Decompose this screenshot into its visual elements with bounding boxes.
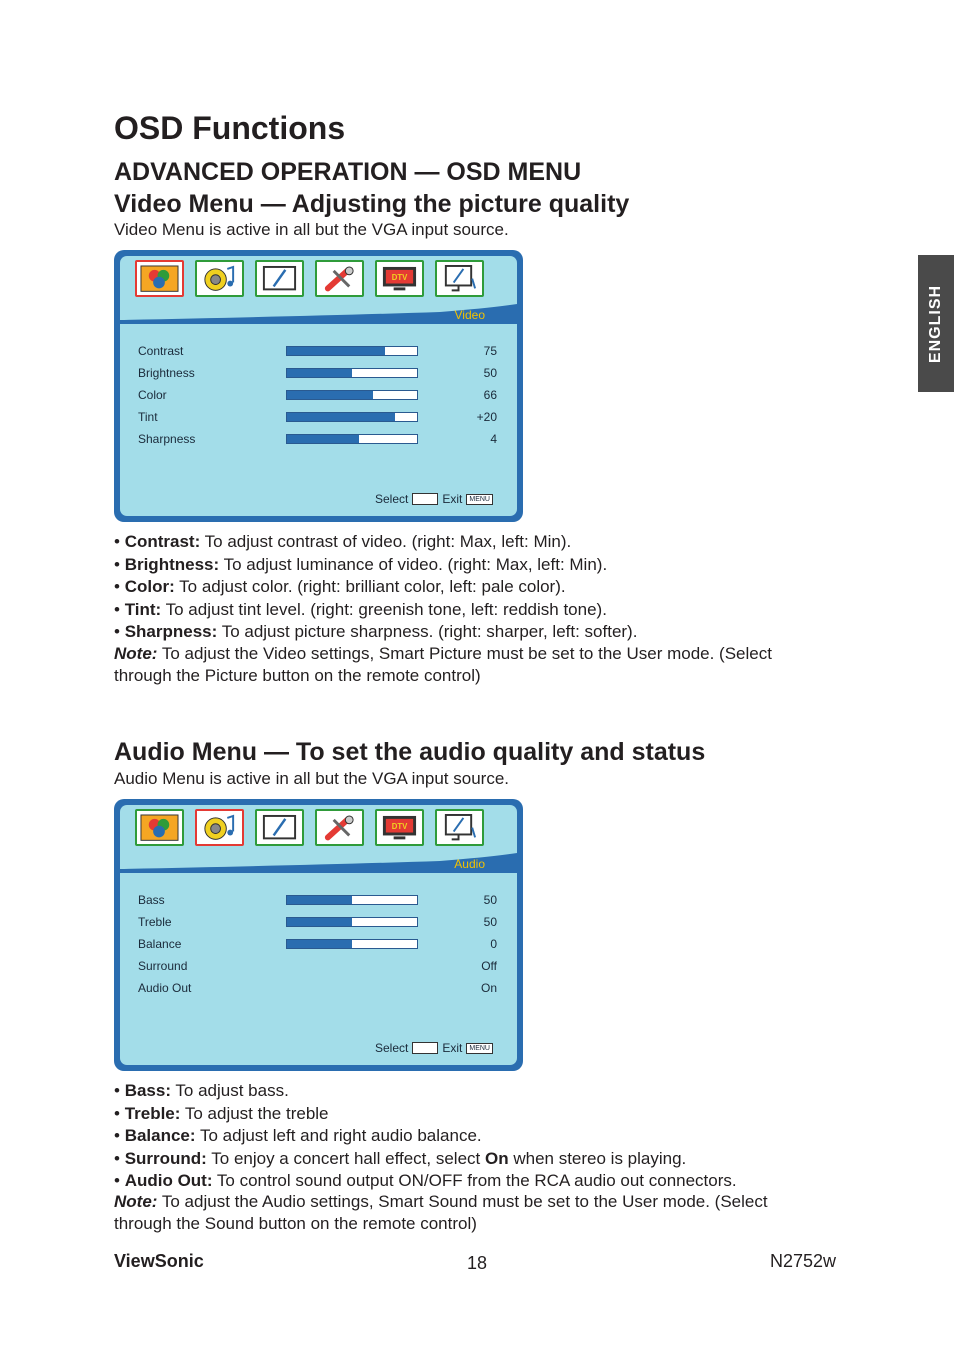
osd-icon-row [135, 809, 484, 846]
audio-osd-panel [114, 799, 523, 1071]
osd-rows [138, 893, 497, 1003]
setup-menu-tab[interactable] [255, 809, 304, 846]
osd-row[interactable] [138, 915, 497, 937]
setup-icon [260, 265, 299, 292]
bullet-term: Bass: [124, 1081, 171, 1100]
bullet-term: Color: [124, 577, 175, 596]
osd-row[interactable] [138, 893, 497, 915]
bullet-item [114, 1080, 737, 1103]
bullet-dot-icon: • [114, 532, 125, 551]
picture-icon [140, 814, 179, 841]
osd-row-label: Bass [138, 893, 165, 907]
osd-row-label: Brightness [138, 366, 195, 380]
footer-model: N2752w [770, 1251, 837, 1271]
osd-row-label: Contrast [138, 344, 184, 358]
osd-icon-row [135, 260, 484, 297]
osd-slider[interactable] [286, 390, 418, 400]
bullet-emphasis: On [485, 1148, 509, 1168]
osd-screen [120, 256, 517, 516]
picture-menu-tab[interactable] [135, 260, 184, 297]
setup-menu-tab[interactable] [255, 260, 304, 297]
video-osd-panel [114, 250, 523, 522]
osd-slider-fill [287, 435, 359, 443]
dtv-icon [380, 265, 419, 292]
osd-slider-fill [287, 391, 373, 399]
pc-menu-tab[interactable] [435, 260, 484, 297]
osd-row-label: Color [138, 388, 167, 402]
osd-row-label: Treble [138, 915, 172, 929]
audio-menu-tab[interactable] [195, 809, 244, 846]
osd-row-value: 50 [483, 366, 497, 380]
bullet-term: Treble: [124, 1103, 181, 1123]
dtv-menu-tab[interactable] [375, 809, 424, 846]
dtv-icon [380, 814, 419, 841]
osd-row[interactable] [138, 432, 497, 454]
exit-label: Exit [442, 492, 463, 506]
picture-icon [140, 265, 179, 292]
bullet-text: To enjoy a concert hall effect, select [206, 1148, 485, 1168]
bullet-term: Sharpness: [124, 622, 218, 641]
bullet-item [114, 554, 637, 577]
osd-row-value: +20 [476, 410, 497, 424]
arrow-keys-icon [412, 493, 438, 505]
bullet-text: To adjust left and right audio balance. [195, 1126, 482, 1145]
osd-row-label: Audio Out [138, 981, 192, 995]
osd-row-value: On [480, 981, 497, 995]
video-bullet-list [114, 531, 637, 644]
audio-subtitle: Audio Menu is active in all but the VGA input source. [114, 769, 510, 788]
osd-row-value: 75 [483, 344, 497, 358]
osd-slider-fill [287, 896, 352, 904]
bullet-text: To adjust picture sharpness. (right: sharper, left: softer). [217, 622, 638, 641]
osd-screen [120, 805, 517, 1065]
osd-slider[interactable] [286, 895, 418, 905]
bullet-text: To adjust bass. [171, 1081, 289, 1100]
bullet-item [114, 621, 637, 644]
footer-brand: ViewSonic [114, 1251, 204, 1271]
bullet-text: To adjust color. (right: brilliant color, left: pale color). [174, 577, 566, 596]
bullet-text: To adjust contrast of video. (right: Max, left: Min). [200, 532, 572, 551]
video-note [114, 643, 814, 687]
page-title: OSD Functions [114, 110, 346, 146]
osd-slider-fill [287, 413, 395, 421]
osd-row[interactable] [138, 410, 497, 432]
pc-menu-tab[interactable] [435, 809, 484, 846]
svg-text:DTV: DTV [391, 273, 408, 283]
page-number: 18 [467, 1253, 488, 1273]
osd-row-label: Surround [138, 959, 188, 973]
exit-label: Exit [442, 1041, 463, 1055]
tools-icon [320, 814, 359, 841]
video-heading: Video Menu — Adjusting the picture quality [114, 190, 630, 218]
section-heading: ADVANCED OPERATION — OSD MENU [114, 158, 582, 186]
audio-bullet-list [114, 1080, 737, 1193]
bullet-term: Audio Out: [124, 1171, 213, 1190]
bullet-term: Surround: [124, 1148, 207, 1168]
osd-slider-fill [287, 347, 385, 355]
osd-slider[interactable] [286, 434, 418, 444]
osd-row[interactable] [138, 937, 497, 959]
audio-icon [200, 814, 239, 841]
osd-slider-fill [287, 918, 352, 926]
menu-key-icon: MENU [466, 1043, 493, 1054]
osd-row-label: Sharpness [138, 432, 196, 446]
bullet-dot-icon: • [114, 1148, 125, 1168]
osd-row-label: Tint [138, 410, 158, 424]
bullet-term: Brightness: [124, 554, 220, 574]
pc-icon [440, 814, 479, 841]
osd-row-value: 0 [490, 937, 497, 951]
note-text: To adjust the Audio settings, Smart Sound must be set to the User mode. (Select through the Sound button on the remote control) [114, 1192, 768, 1233]
bullet-dot-icon: • [114, 554, 125, 574]
osd-row[interactable] [138, 981, 497, 1003]
osd-slider[interactable] [286, 917, 418, 927]
dtv-menu-tab[interactable] [375, 260, 424, 297]
bullet-term: Balance: [124, 1126, 196, 1145]
bullet-text: To adjust luminance of video. (right: Max, left: Min). [219, 554, 608, 574]
bullet-dot-icon: • [114, 599, 125, 619]
bullet-item [114, 1148, 737, 1171]
osd-row-label: Balance [138, 937, 182, 951]
bullet-item [114, 576, 637, 599]
language-tab [918, 255, 954, 392]
osd-slider[interactable] [286, 346, 418, 356]
note-text: To adjust the Video settings, Smart Picture must be set to the User mode. (Select through the Picture button on the remote control) [114, 644, 772, 685]
osd-row-value: 66 [483, 388, 497, 402]
select-label: Select [375, 1041, 409, 1055]
osd-rows [138, 344, 497, 454]
note-label: Note: [114, 1192, 158, 1211]
osd-row[interactable] [138, 388, 497, 410]
osd-row[interactable] [138, 344, 497, 366]
arrow-keys-icon [412, 1042, 438, 1054]
osd-slider[interactable] [286, 368, 418, 378]
osd-menu-name: Audio [454, 857, 485, 871]
bullet-item [114, 599, 637, 622]
osd-footer [375, 492, 493, 506]
bullet-dot-icon: • [114, 1126, 125, 1145]
menu-key-icon: MENU [466, 494, 493, 505]
bullet-text: To adjust the treble [180, 1103, 329, 1123]
osd-menu-name: Video [454, 308, 485, 322]
audio-note [114, 1191, 814, 1235]
pc-icon [440, 265, 479, 292]
bullet-item [114, 1170, 737, 1193]
audio-heading: Audio Menu — To set the audio quality and status [114, 738, 706, 766]
bullet-term: Tint: [124, 599, 162, 619]
bullet-item [114, 531, 637, 554]
osd-slider[interactable] [286, 939, 418, 949]
tools-menu-tab[interactable] [315, 809, 364, 846]
note-label: Note: [114, 644, 158, 663]
osd-row-value: Off [481, 959, 497, 973]
bullet-dot-icon: • [114, 577, 125, 596]
osd-row-value: 50 [483, 893, 497, 907]
bullet-term: Contrast: [124, 532, 201, 551]
osd-row-value: 50 [483, 915, 497, 929]
bullet-dot-icon: • [114, 1103, 125, 1123]
bullet-dot-icon: • [114, 1081, 125, 1100]
video-subtitle: Video Menu is active in all but the VGA input source. [114, 220, 509, 239]
svg-text:DTV: DTV [391, 822, 408, 832]
language-tab-label: ENGLISH [927, 284, 944, 363]
setup-icon [260, 814, 299, 841]
audio-icon [200, 265, 239, 292]
bullet-text: when stereo is playing. [508, 1148, 687, 1168]
audio-menu-tab[interactable] [195, 260, 244, 297]
bullet-item [114, 1125, 737, 1148]
bullet-text: To control sound output ON/OFF from the RCA audio out connectors. [212, 1171, 737, 1190]
bullet-dot-icon: • [114, 622, 125, 641]
tools-icon [320, 265, 359, 292]
osd-footer [375, 1041, 493, 1055]
bullet-text: To adjust tint level. (right: greenish tone, left: reddish tone). [161, 599, 607, 619]
bullet-item [114, 1103, 737, 1126]
osd-slider[interactable] [286, 412, 418, 422]
osd-slider-fill [287, 940, 352, 948]
bullet-dot-icon: • [114, 1171, 125, 1190]
select-label: Select [375, 492, 409, 506]
osd-slider-fill [287, 369, 352, 377]
osd-row-value: 4 [490, 432, 497, 446]
osd-row[interactable] [138, 959, 497, 981]
tools-menu-tab[interactable] [315, 260, 364, 297]
osd-row[interactable] [138, 366, 497, 388]
picture-menu-tab[interactable] [135, 809, 184, 846]
